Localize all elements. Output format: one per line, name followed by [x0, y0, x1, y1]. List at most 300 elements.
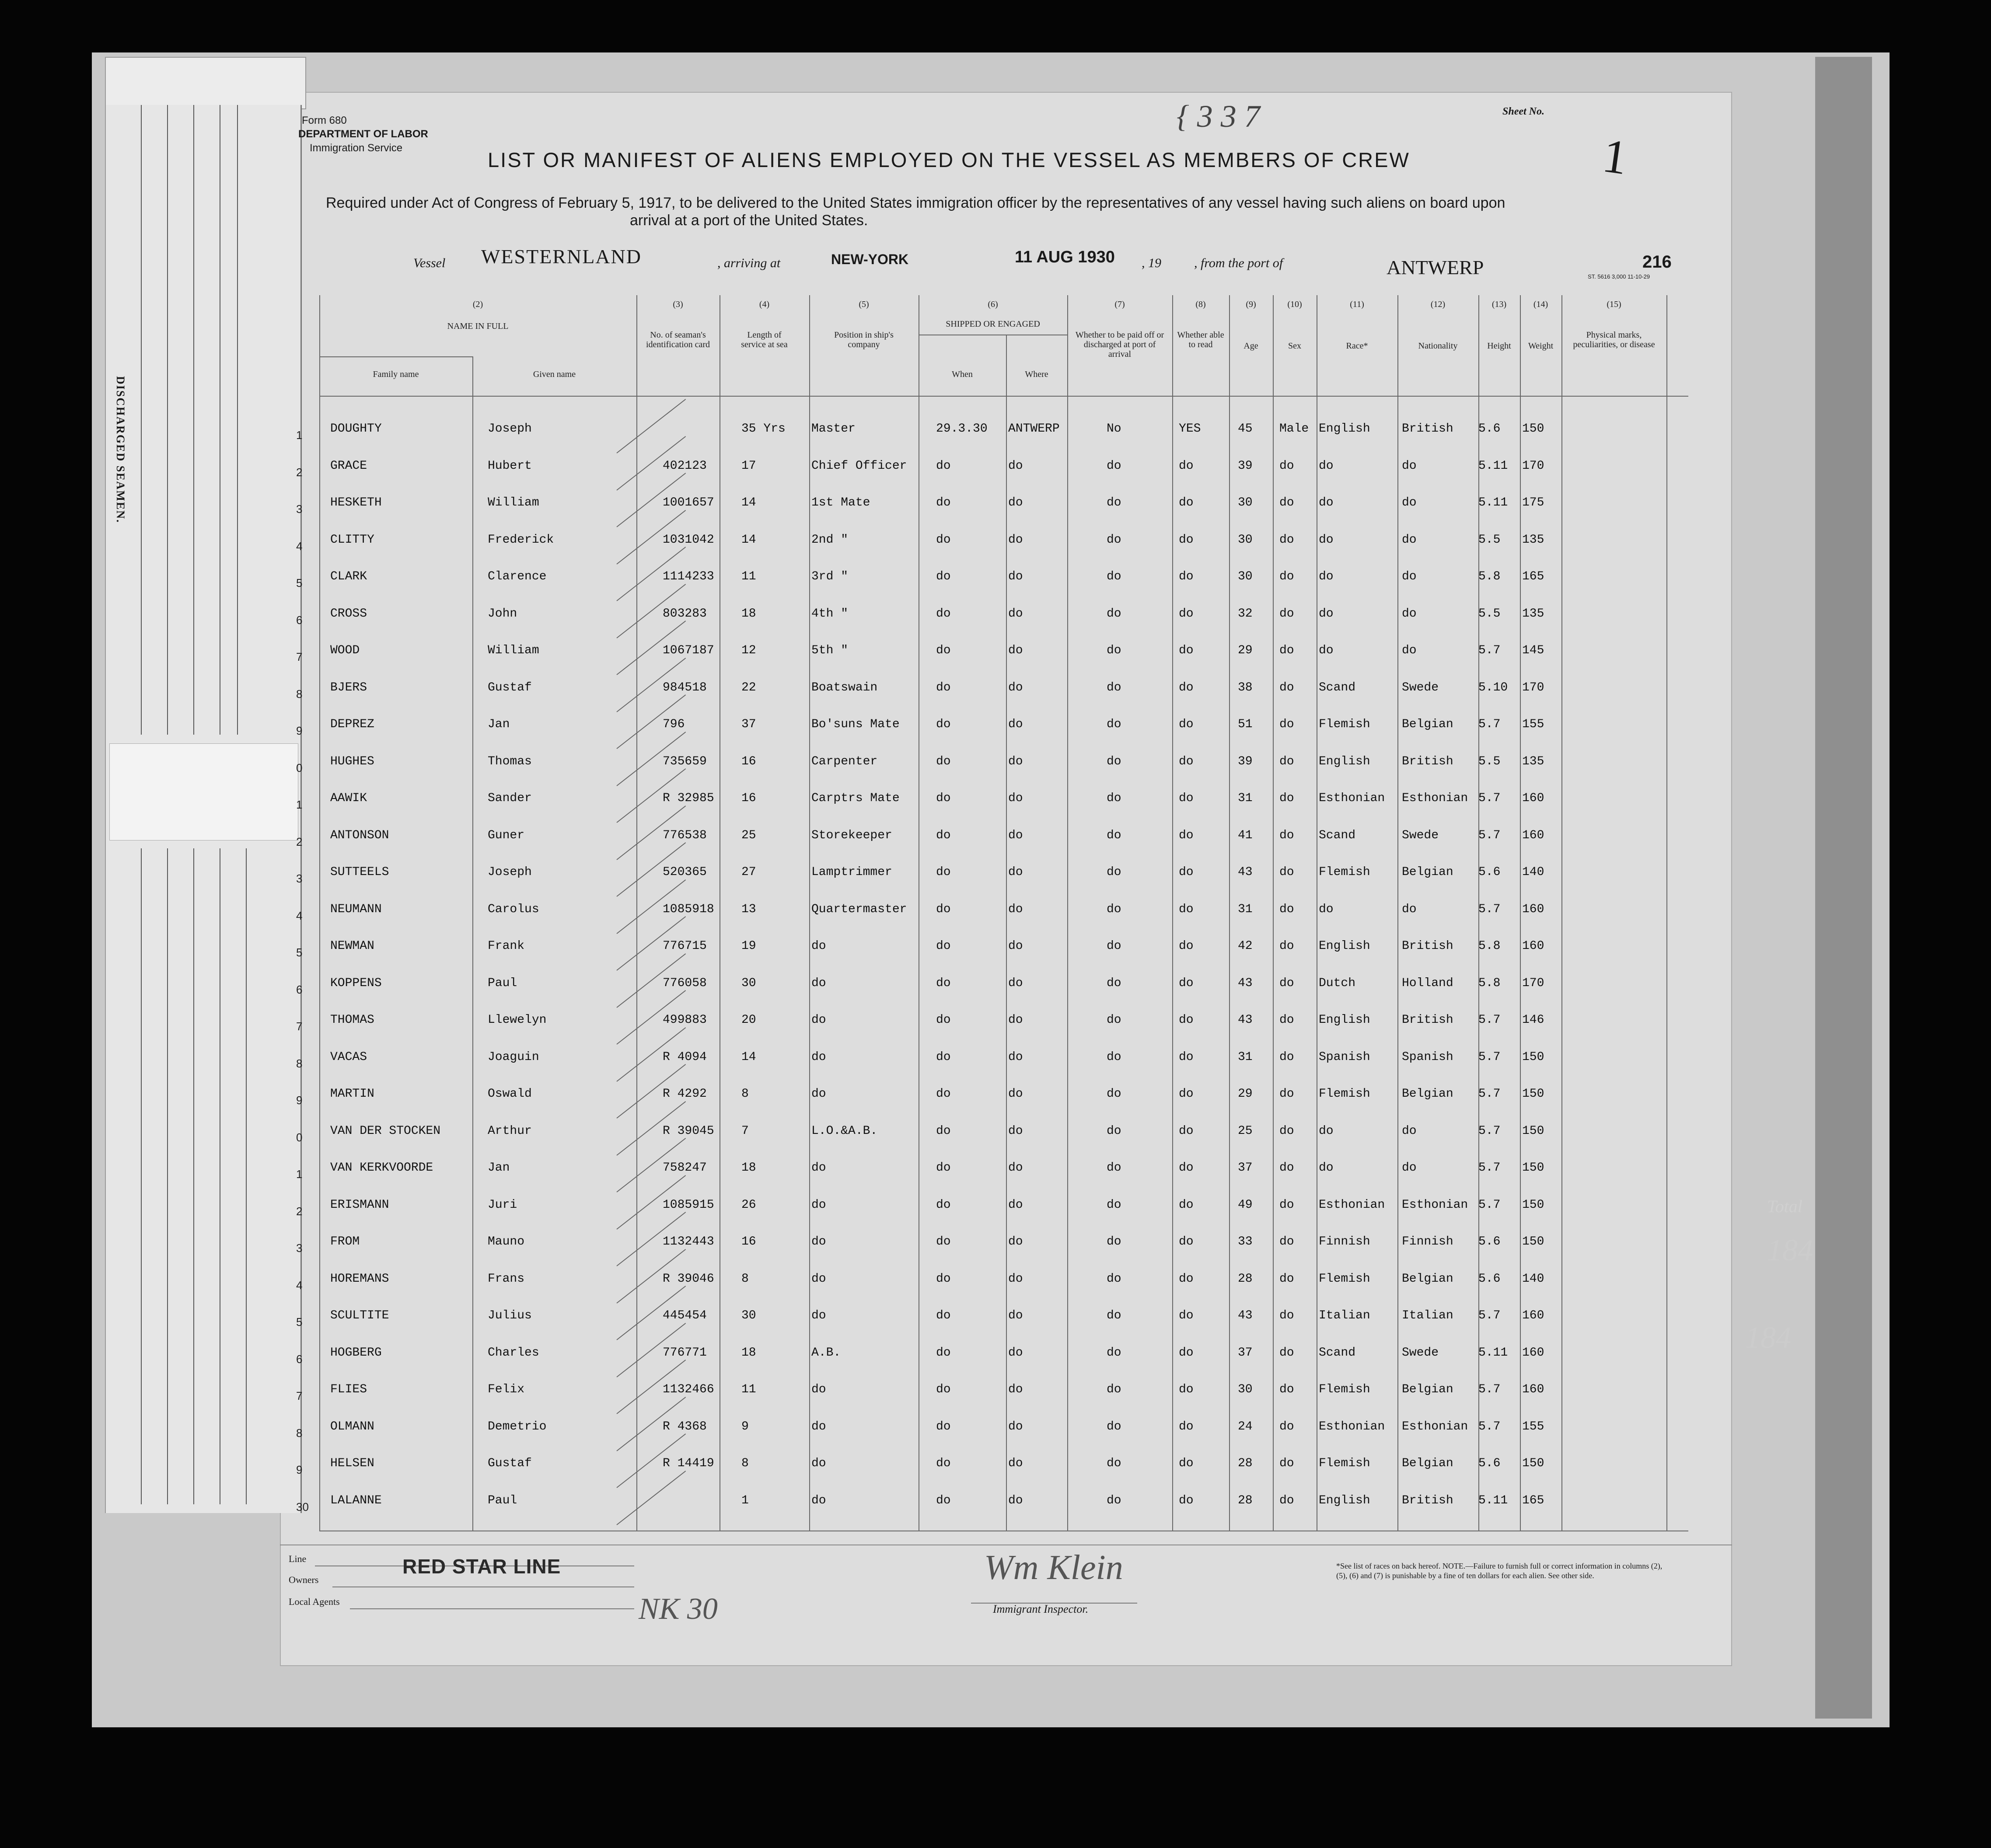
weight-cell: 170 [1522, 976, 1544, 990]
family-name-cell: CLITTY [330, 533, 374, 547]
sex-header: Sex [1288, 341, 1301, 351]
race-cell: English [1319, 422, 1370, 436]
weight-cell: 165 [1522, 1493, 1544, 1507]
col5-number: (5) [859, 300, 869, 309]
given-name-cell: Arthur [488, 1124, 532, 1138]
paid-off-cell: do [1107, 718, 1121, 731]
sex-cell: do [1279, 865, 1294, 879]
service-length-cell: 17 [741, 459, 756, 473]
family-name-cell: DOUGHTY [330, 422, 382, 436]
race-cell: do [1319, 607, 1334, 621]
service-length-cell: 16 [741, 1235, 756, 1248]
service-length-cell: 11 [741, 570, 756, 583]
service-length-cell: 16 [741, 792, 756, 805]
id-card-cell: R 32985 [663, 792, 714, 805]
stub-line-number: 7 [296, 1389, 303, 1402]
given-name-cell: Paul [488, 1493, 517, 1507]
shipped-when-cell: 29.3.30 [936, 422, 988, 436]
able-to-read-cell: do [1179, 754, 1194, 768]
given-name-cell: Sander [488, 792, 532, 805]
race-cell: do [1319, 533, 1334, 547]
weight-cell: 160 [1522, 1346, 1544, 1360]
sheet-number: 1 [1599, 128, 1631, 185]
shipped-when-cell: do [936, 902, 951, 916]
paid-off-cell: do [1107, 1050, 1121, 1064]
able-to-read-cell: YES [1179, 422, 1201, 436]
sex-cell: do [1279, 792, 1294, 805]
nationality-cell: British [1402, 939, 1453, 953]
given-name-cell: Gustaf [488, 680, 532, 694]
service-length-cell: 35 Yrs [741, 422, 786, 436]
sex-cell: do [1279, 1309, 1294, 1322]
arriving-port: NEW-YORK [831, 251, 909, 267]
given-name-cell: Guner [488, 828, 525, 842]
position-cell: Bo'suns Mate [811, 718, 900, 731]
height-cell: 5.6 [1478, 1235, 1501, 1248]
service-length-cell: 20 [741, 1013, 756, 1027]
id-card-cell: R 39045 [663, 1124, 714, 1138]
vessel-label: Vessel [413, 256, 446, 270]
height-cell: 5.7 [1478, 902, 1501, 916]
age-cell: 28 [1238, 1457, 1253, 1470]
line-label: Line [289, 1553, 307, 1564]
height-cell: 5.5 [1478, 607, 1501, 621]
age-cell: 43 [1238, 1013, 1253, 1027]
able-to-read-cell: do [1179, 1198, 1194, 1212]
service-length-cell: 13 [741, 902, 756, 916]
page-number: 216 [1642, 252, 1672, 272]
id-card-cell: R 39046 [663, 1272, 714, 1286]
nationality-cell: Belgian [1402, 1383, 1453, 1396]
race-cell: do [1319, 459, 1334, 473]
given-name-cell: Frederick [488, 533, 554, 547]
family-name-cell: VAN DER STOCKEN [330, 1124, 441, 1138]
id-card-cell: R 4292 [663, 1087, 707, 1101]
paid-off-cell: do [1107, 902, 1121, 916]
paid-off-cell: do [1107, 1198, 1121, 1212]
height-cell: 5.7 [1478, 1161, 1501, 1175]
service-length-cell: 18 [741, 607, 756, 621]
age-cell: 38 [1238, 680, 1253, 694]
form-code: ST. 5616 3,000 11-10-29 [1588, 273, 1650, 280]
id-card-cell: 520365 [663, 865, 707, 879]
nationality-header: Nationality [1418, 341, 1458, 351]
able-to-read-cell: do [1179, 976, 1194, 990]
weight-cell: 140 [1522, 865, 1544, 879]
given-name-cell: Juri [488, 1198, 517, 1212]
service-length-cell: 18 [741, 1161, 756, 1175]
given-name-cell: Hubert [488, 459, 532, 473]
position-cell: Carpenter [811, 754, 878, 768]
vessel-name: WESTERNLAND [481, 245, 642, 268]
position-cell: do [811, 1161, 826, 1175]
able-to-read-cell: do [1179, 496, 1194, 509]
id-card-cell: R 14419 [663, 1457, 714, 1470]
id-card-cell: R 4368 [663, 1419, 707, 1433]
family-name-header: Family name [373, 370, 419, 379]
height-cell: 5.11 [1478, 496, 1508, 509]
given-name-cell: William [488, 496, 539, 509]
sex-cell: do [1279, 1124, 1294, 1138]
paid-off-cell: No [1107, 422, 1121, 436]
sex-cell: do [1279, 902, 1294, 916]
nationality-cell: do [1402, 607, 1417, 621]
sex-cell: do [1279, 1161, 1294, 1175]
nationality-cell: Esthonian [1402, 1419, 1468, 1433]
footer-notes: *See list of races on back hereof. NOTE.—Failure to furnish full or correct information in columns (2), (5), (6) and (7) is punishable by a fine of ten dollars for each alien. See other side. [1336, 1562, 1663, 1580]
able-to-read-cell: do [1179, 644, 1194, 657]
arrival-date: 11 AUG 1930 [1015, 248, 1115, 266]
shipped-when-cell: do [936, 1198, 951, 1212]
family-name-cell: DEPREZ [330, 718, 374, 731]
shipped-when-cell: do [936, 1419, 951, 1433]
shipped-when-cell: do [936, 1346, 951, 1360]
age-cell: 39 [1238, 459, 1253, 473]
family-name-cell: SUTTEELS [330, 865, 389, 879]
given-name-cell: Jan [488, 718, 510, 731]
shipped-when-cell: do [936, 865, 951, 879]
weight-cell: 160 [1522, 828, 1544, 842]
shipped-where-cell: do [1008, 1457, 1023, 1470]
inspector-label: Immigrant Inspector. [993, 1603, 1089, 1615]
stub-line-number: 9 [296, 1463, 303, 1476]
age-header: Age [1244, 341, 1258, 351]
family-name-cell: MARTIN [330, 1087, 374, 1101]
nationality-cell: British [1402, 422, 1453, 436]
height-cell: 5.7 [1478, 1309, 1501, 1322]
weight-cell: 160 [1522, 902, 1544, 916]
able-to-read-cell: do [1179, 1235, 1194, 1248]
paid-off-cell: do [1107, 1383, 1121, 1396]
age-cell: 31 [1238, 1050, 1253, 1064]
shipped-when-cell: do [936, 939, 951, 953]
position-cell: Chief Officer [811, 459, 907, 473]
given-name-cell: Frank [488, 939, 525, 953]
family-name-cell: HOREMANS [330, 1272, 389, 1286]
service-length-cell: 11 [741, 1383, 756, 1396]
checkmark-icon [616, 399, 686, 453]
given-name-cell: Julius [488, 1309, 532, 1322]
family-name-cell: CLARK [330, 570, 367, 583]
nationality-cell: Spanish [1402, 1050, 1453, 1064]
position-cell: do [811, 1419, 826, 1433]
age-cell: 33 [1238, 1235, 1253, 1248]
sex-cell: do [1279, 1235, 1294, 1248]
age-cell: 31 [1238, 792, 1253, 805]
paid-off-cell: do [1107, 939, 1121, 953]
nationality-cell: Belgian [1402, 1457, 1453, 1470]
nationality-cell: do [1402, 570, 1417, 583]
age-cell: 24 [1238, 1419, 1253, 1433]
sex-cell: do [1279, 570, 1294, 583]
id-card-cell: 776771 [663, 1346, 707, 1360]
weight-cell: 170 [1522, 459, 1544, 473]
family-name-cell: KOPPENS [330, 976, 382, 990]
age-cell: 45 [1238, 422, 1253, 436]
sheet-label: Sheet No. [1502, 106, 1544, 117]
height-cell: 5.7 [1478, 1050, 1501, 1064]
weight-cell: 150 [1522, 1050, 1544, 1064]
service-length-cell: 18 [741, 1346, 756, 1360]
age-cell: 37 [1238, 1346, 1253, 1360]
weight-cell: 140 [1522, 1272, 1544, 1286]
nationality-cell: Belgian [1402, 1087, 1453, 1101]
paid-off-cell: do [1107, 1457, 1121, 1470]
sex-cell: do [1279, 754, 1294, 768]
height-cell: 5.7 [1478, 1198, 1501, 1212]
able-to-read-cell: do [1179, 1309, 1194, 1322]
nationality-cell: Esthonian [1402, 1198, 1468, 1212]
id-card-cell: 776538 [663, 828, 707, 842]
race-cell: Scand [1319, 680, 1356, 694]
age-cell: 32 [1238, 607, 1253, 621]
sex-cell: do [1279, 680, 1294, 694]
stub-line-number: 6 [296, 1352, 303, 1366]
shipped-where-cell: do [1008, 1050, 1023, 1064]
paid-off-cell: do [1107, 976, 1121, 990]
arriving-label: , arriving at [717, 256, 781, 270]
able-to-read-cell: do [1179, 865, 1194, 879]
family-name-cell: FLIES [330, 1383, 367, 1396]
shipped-when-cell: do [936, 1013, 951, 1027]
weight-cell: 160 [1522, 792, 1544, 805]
age-cell: 30 [1238, 496, 1253, 509]
col10-number: (10) [1287, 300, 1302, 309]
form-number: Form 680 [302, 115, 347, 126]
able-to-read-cell: do [1179, 828, 1194, 842]
position-cell: do [811, 1235, 826, 1248]
family-name-cell: NEWMAN [330, 939, 374, 953]
able-to-read-header: Whether able to read [1177, 330, 1224, 349]
able-to-read-cell: do [1179, 939, 1194, 953]
age-cell: 25 [1238, 1124, 1253, 1138]
total-value-1: 184 [1767, 1234, 1813, 1267]
weight-cell: 146 [1522, 1013, 1544, 1027]
race-cell: Flemish [1319, 1383, 1370, 1396]
given-name-cell: Joseph [488, 865, 532, 879]
shipped-when-cell: do [936, 1309, 951, 1322]
race-cell: English [1319, 754, 1370, 768]
able-to-read-cell: do [1179, 1419, 1194, 1433]
stub-line-number: 9 [296, 724, 303, 737]
shipped-where-cell: ANTWERP [1008, 422, 1060, 436]
nationality-cell: do [1402, 902, 1417, 916]
given-name-cell: John [488, 607, 517, 621]
stub-line-number: 2 [296, 1204, 303, 1218]
able-to-read-cell: do [1179, 459, 1194, 473]
age-cell: 29 [1238, 644, 1253, 657]
nationality-cell: Finnish [1402, 1235, 1453, 1248]
weight-cell: 150 [1522, 1087, 1544, 1101]
given-name-cell: Jan [488, 1161, 510, 1175]
weight-cell: 150 [1522, 1198, 1544, 1212]
able-to-read-cell: do [1179, 533, 1194, 547]
height-cell: 5.5 [1478, 533, 1501, 547]
age-cell: 43 [1238, 1309, 1253, 1322]
family-name-cell: HUGHES [330, 754, 374, 768]
stub-line-number: 3 [296, 872, 303, 885]
inspector-signature: Wm Klein [984, 1548, 1123, 1587]
col14-number: (14) [1533, 300, 1548, 309]
stub-line-number: 30 [296, 1500, 309, 1513]
shipped-where-cell: do [1008, 865, 1023, 879]
given-name-cell: Thomas [488, 754, 532, 768]
col9-number: (9) [1246, 300, 1256, 309]
race-cell: Esthonian [1319, 792, 1385, 805]
total-label: Total [1767, 1196, 1802, 1216]
stub-line-number: 8 [296, 1056, 303, 1070]
given-name-cell: Frans [488, 1272, 525, 1286]
nationality-cell: do [1402, 496, 1417, 509]
given-name-cell: Demetrio [488, 1419, 547, 1433]
stub-line-number: 5 [296, 576, 303, 589]
shipped-where-cell: do [1008, 680, 1023, 694]
age-cell: 39 [1238, 754, 1253, 768]
col11-number: (11) [1350, 300, 1364, 309]
weight-cell: 170 [1522, 680, 1544, 694]
col15-number: (15) [1607, 300, 1621, 309]
id-card-cell: 1132466 [663, 1383, 714, 1396]
stub-line-number: 3 [296, 502, 303, 516]
col2-number: (2) [472, 300, 483, 309]
paid-off-cell: do [1107, 754, 1121, 768]
stub-line-number: 4 [296, 539, 303, 553]
id-card-cell: 984518 [663, 680, 707, 694]
stub-line-number: 0 [296, 1130, 303, 1144]
position-cell: A.B. [811, 1346, 841, 1360]
paid-off-cell: do [1107, 1087, 1121, 1101]
given-name-cell: Joseph [488, 422, 532, 436]
height-cell: 5.7 [1478, 1087, 1501, 1101]
race-cell: Flemish [1319, 865, 1370, 879]
family-name-cell: GRACE [330, 459, 367, 473]
family-name-cell: HELSEN [330, 1457, 374, 1470]
from-port-label: , from the port of [1194, 256, 1283, 270]
col3-number: (3) [673, 300, 683, 309]
service-length-cell: 8 [741, 1272, 749, 1286]
able-to-read-cell: do [1179, 1050, 1194, 1064]
race-cell: Finnish [1319, 1235, 1370, 1248]
col8-number: (8) [1195, 300, 1206, 309]
family-name-cell: ANTONSON [330, 828, 389, 842]
family-name-cell: ERISMANN [330, 1198, 389, 1212]
family-name-cell: BJERS [330, 680, 367, 694]
height-cell: 5.7 [1478, 1013, 1501, 1027]
shipped-when-cell: do [936, 459, 951, 473]
paid-off-cell: do [1107, 570, 1121, 583]
able-to-read-cell: do [1179, 902, 1194, 916]
position-cell: 1st Mate [811, 496, 870, 509]
shipped-where-cell: do [1008, 496, 1023, 509]
race-cell: Flemish [1319, 1272, 1370, 1286]
race-cell: do [1319, 644, 1334, 657]
shipped-where-cell: do [1008, 1272, 1023, 1286]
stub-line-number: 5 [296, 1315, 303, 1328]
weight-cell: 175 [1522, 496, 1544, 509]
pen-mark: { 3 3 7 [1177, 99, 1260, 134]
shipped-when-cell: do [936, 1383, 951, 1396]
sex-cell: do [1279, 1198, 1294, 1212]
given-name-header: Given name [533, 370, 576, 379]
sex-cell: do [1279, 644, 1294, 657]
id-card-cell: 1001657 [663, 496, 714, 509]
id-card-cell: 499883 [663, 1013, 707, 1027]
position-cell: do [811, 1309, 826, 1322]
id-card-cell: 1132443 [663, 1235, 714, 1248]
shipped-header: SHIPPED OR ENGAGED [946, 319, 1040, 329]
paid-off-cell: do [1107, 644, 1121, 657]
service-length-cell: 8 [741, 1457, 749, 1470]
shipped-when-cell: do [936, 1161, 951, 1175]
given-name-cell: Felix [488, 1383, 525, 1396]
weight-cell: 155 [1522, 718, 1544, 731]
race-cell: do [1319, 570, 1334, 583]
service-length-cell: 19 [741, 939, 756, 953]
sex-cell: do [1279, 1383, 1294, 1396]
stub-line-number: 7 [296, 650, 303, 663]
age-cell: 43 [1238, 976, 1253, 990]
able-to-read-cell: do [1179, 1013, 1194, 1027]
race-cell: do [1319, 1124, 1334, 1138]
paid-off-cell: do [1107, 1235, 1121, 1248]
race-cell: Scand [1319, 828, 1356, 842]
service-length-cell: 22 [741, 680, 756, 694]
service-length-cell: 25 [741, 828, 756, 842]
id-card-cell: 776058 [663, 976, 707, 990]
height-cell: 5.6 [1478, 865, 1501, 879]
age-cell: 30 [1238, 533, 1253, 547]
shipped-when-cell: do [936, 792, 951, 805]
height-cell: 5.7 [1478, 1124, 1501, 1138]
paid-off-cell: do [1107, 533, 1121, 547]
age-cell: 29 [1238, 1087, 1253, 1101]
paid-off-cell: do [1107, 1013, 1121, 1027]
position-cell: 5th " [811, 644, 849, 657]
age-cell: 42 [1238, 939, 1253, 953]
nationality-cell: Swede [1402, 1346, 1439, 1360]
shipped-where-cell: do [1008, 1198, 1023, 1212]
family-name-cell: FROM [330, 1235, 360, 1248]
stub-line-number: 2 [296, 835, 303, 848]
handwritten-code: NK 30 [639, 1592, 718, 1626]
id-card-header: No. of seaman's identification card [646, 330, 710, 349]
weight-cell: 150 [1522, 422, 1544, 436]
paid-off-header: Whether to be paid off or discharged at port of arrival [1075, 330, 1164, 359]
id-card-cell: 758247 [663, 1161, 707, 1175]
height-cell: 5.8 [1478, 570, 1501, 583]
paid-off-cell: do [1107, 1272, 1121, 1286]
able-to-read-cell: do [1179, 570, 1194, 583]
id-card-cell: 1067187 [663, 644, 714, 657]
id-card-cell: 445454 [663, 1309, 707, 1322]
shipped-where-cell: do [1008, 1309, 1023, 1322]
col7-number: (7) [1114, 300, 1125, 309]
shipped-where-cell: do [1008, 644, 1023, 657]
able-to-read-cell: do [1179, 1346, 1194, 1360]
race-cell: English [1319, 1493, 1370, 1507]
height-cell: 5.10 [1478, 680, 1508, 694]
paid-off-cell: do [1107, 1493, 1121, 1507]
physical-marks-header: Physical marks, peculiarities, or disease [1573, 330, 1655, 349]
weight-cell: 165 [1522, 570, 1544, 583]
nationality-cell: do [1402, 644, 1417, 657]
height-cell: 5.11 [1478, 1346, 1508, 1360]
position-cell: Storekeeper [811, 828, 892, 842]
shipped-where-cell: do [1008, 718, 1023, 731]
sex-cell: do [1279, 1346, 1294, 1360]
shipped-where-cell: do [1008, 828, 1023, 842]
able-to-read-cell: do [1179, 607, 1194, 621]
